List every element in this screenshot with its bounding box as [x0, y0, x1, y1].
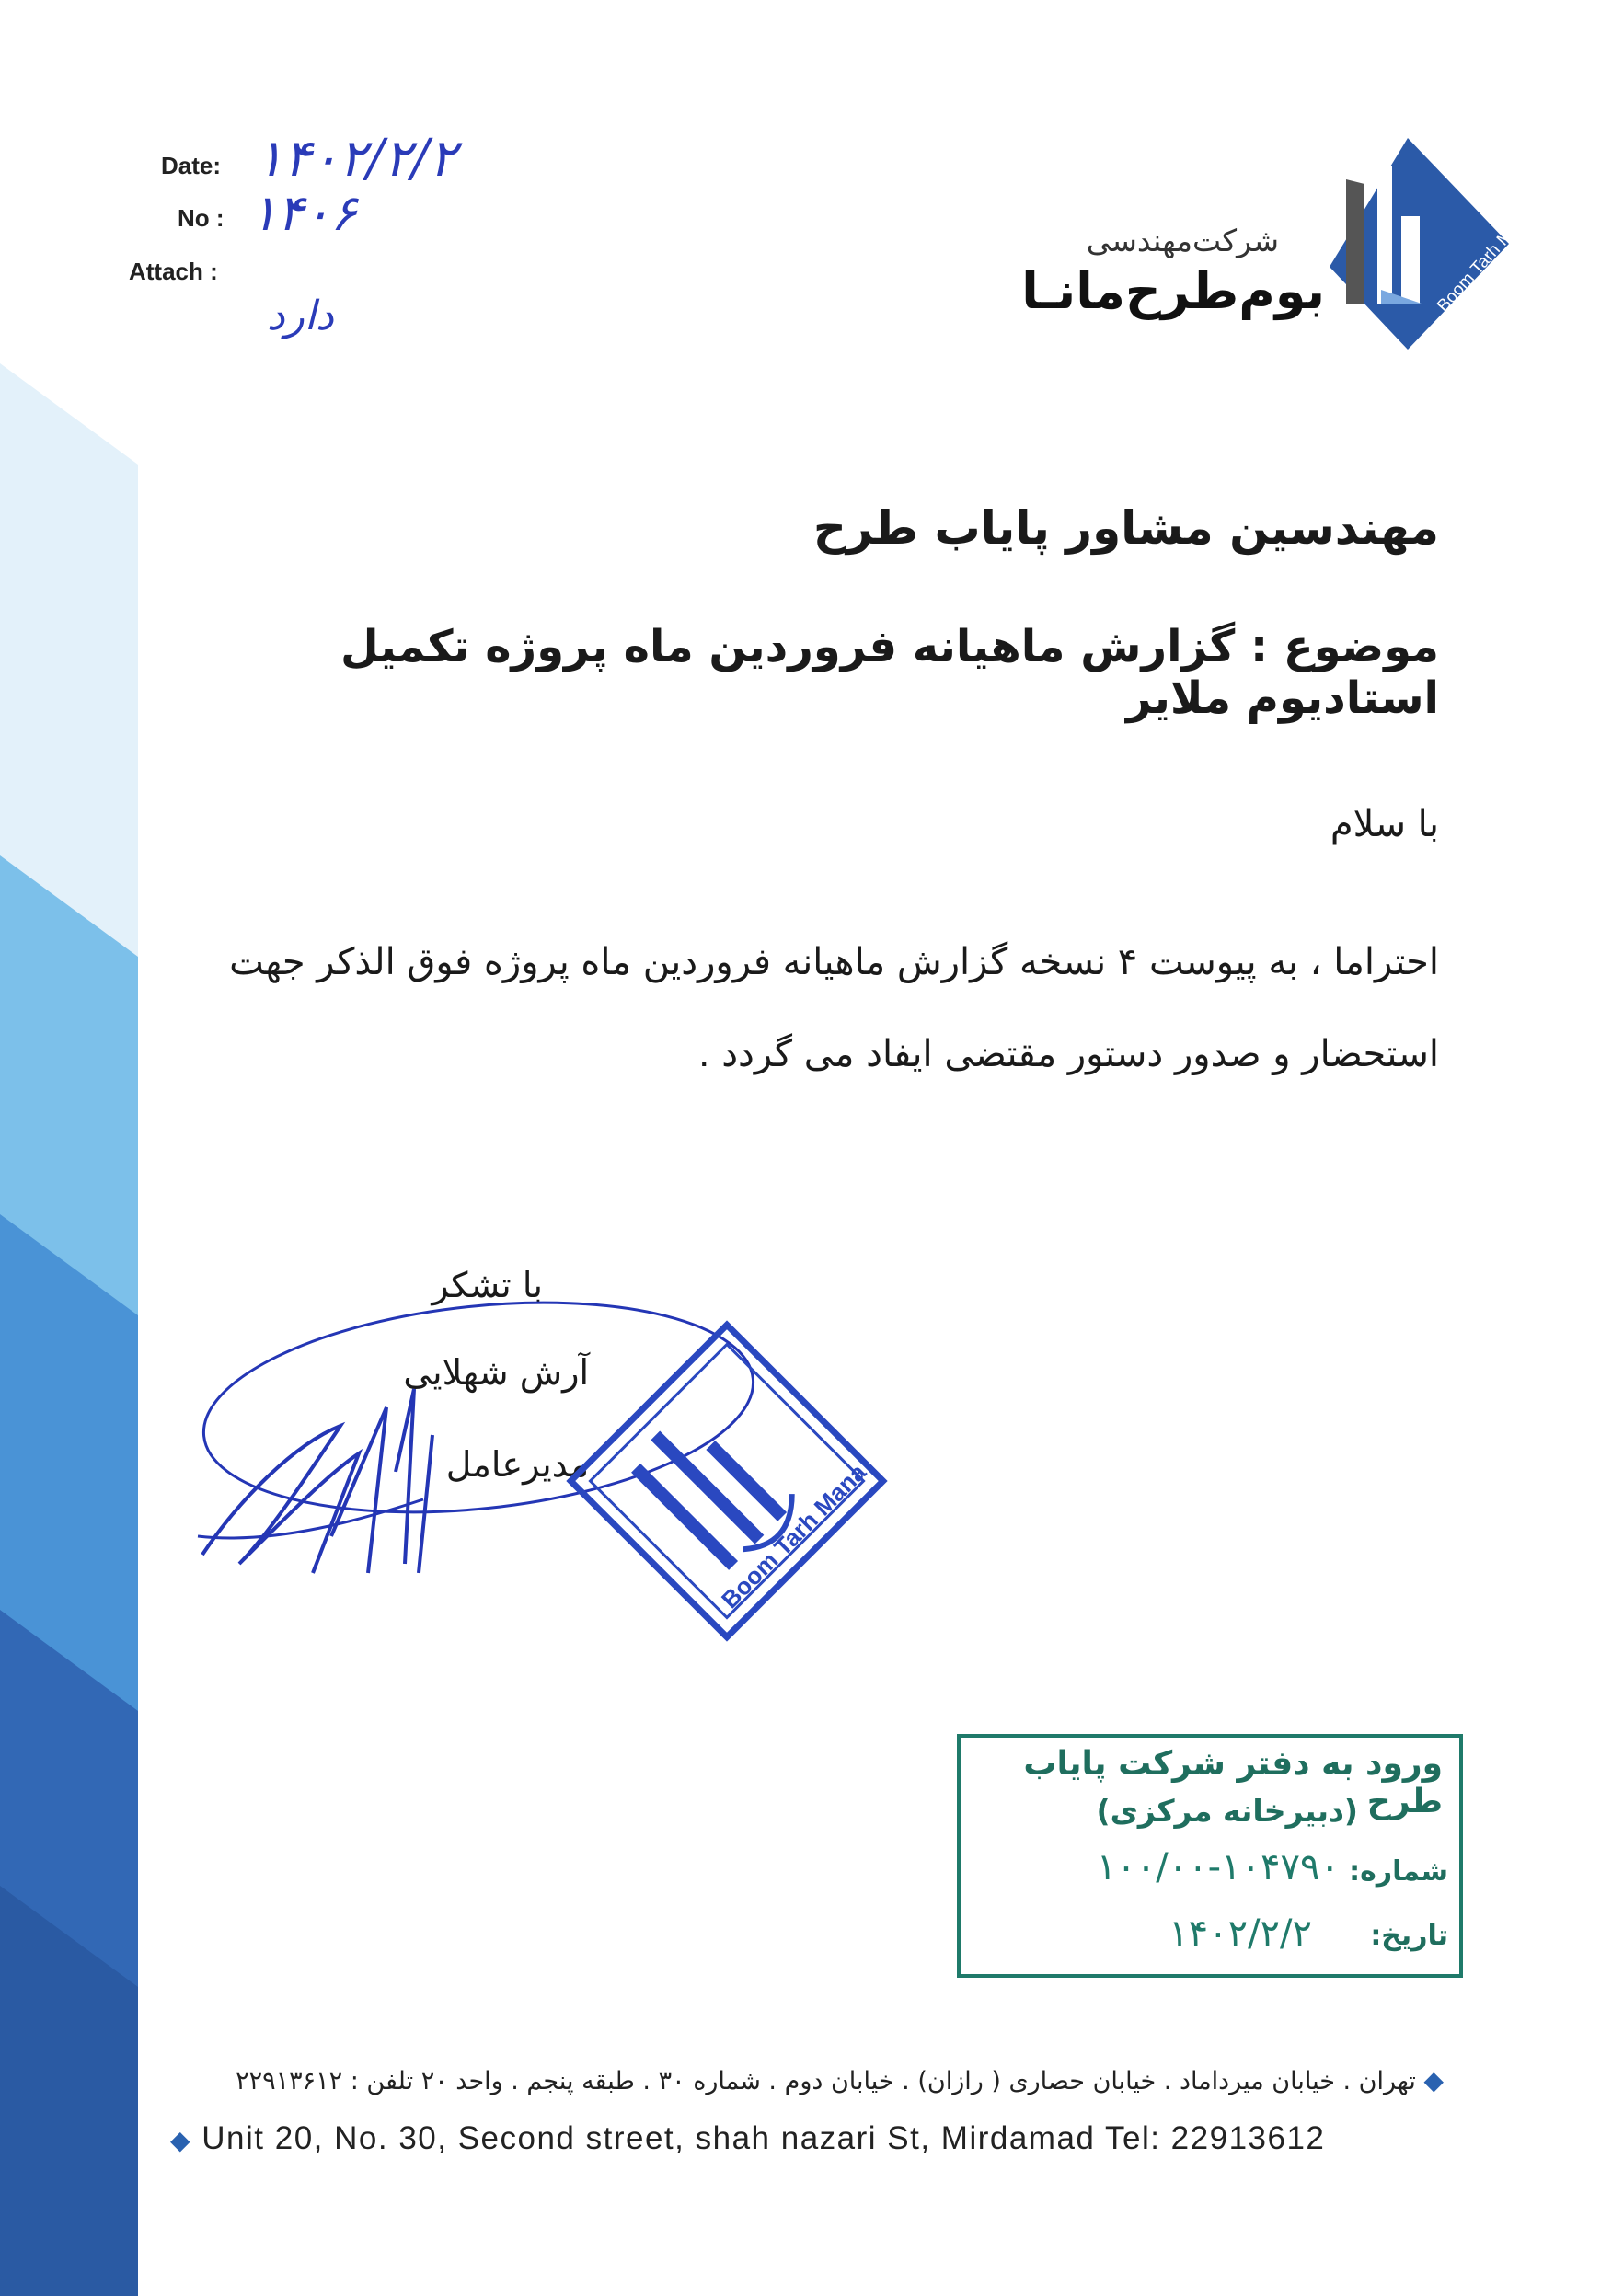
- date-handwritten-value: ۱۴۰۲/۲/۲: [256, 129, 457, 189]
- logo-badge-text: Boom Tarh Mana: [1434, 204, 1537, 316]
- stamp-number-label: شماره:: [1349, 1855, 1448, 1888]
- seal-text: Boom Tarh Mana: [716, 1458, 872, 1614]
- signature-thanks: با تشکر: [432, 1265, 543, 1305]
- number-label: No :: [178, 204, 225, 232]
- letter-body-line2: استحضار و صدور دستور مقتضی ایفاد می گردد .: [697, 1033, 1439, 1075]
- signature-name: آرش شهلایی: [403, 1352, 589, 1393]
- footer-address-en: [170, 2120, 1325, 2157]
- footer-address-fa-text: تهران . خیابان میرداماد . خیابان حصاری ( رازان) . خیابان دوم . شماره ۳۰ . طبقه پنجم . واحد ۲۰ تلفن : ۲۲۹۱۳۶۱۲: [236, 2067, 1416, 2095]
- logo-company-line2: بوم‌طرح‌مانـا: [1021, 262, 1325, 320]
- stamp-number-value: ۱۰۰/۰۰-۱۰۴۷۹۰: [1096, 1846, 1340, 1888]
- logo-mark-icon: [1293, 129, 1537, 359]
- attach-label: Attach :: [129, 258, 218, 285]
- stamp-date-value: ۱۴۰۲/۲/۲: [1169, 1912, 1312, 1955]
- letter-greeting: با سلام: [1330, 803, 1439, 845]
- footer-address-en-text: Unit 20, No. 30, Second street, shah nazari St, Mirdamad Tel: 22913612: [202, 2120, 1326, 2156]
- stamp-line2: (دبیرخانه مرکزی): [1096, 1793, 1358, 1829]
- diamond-bullet-icon: ◆: [1423, 2065, 1444, 2095]
- logo-company-line1: شرکت‌مهندسی: [1086, 223, 1279, 258]
- letter-subject: موضوع : گزارش ماهیانه فروردین ماه پروژه تکمیل استادیوم ملایر: [340, 621, 1439, 724]
- office-entry-stamp: [957, 1734, 1463, 1978]
- stamp-date-label: تاریخ:: [1370, 1920, 1448, 1952]
- company-seal-stamp: [552, 1306, 902, 1656]
- stamp-line1: ورود به دفتر شرکت پایاب طرح: [1023, 1745, 1443, 1820]
- footer-address-fa: [63, 2065, 1444, 2095]
- number-handwritten-value: ۱۴۰۶: [250, 184, 358, 242]
- diamond-bullet-icon: ◆: [170, 2126, 192, 2154]
- date-label: Date:: [161, 152, 222, 179]
- company-logo: [1293, 129, 1537, 359]
- letter-recipient: مهندسین مشاور پایاب طرح: [812, 501, 1439, 555]
- attach-handwritten-value: دارد: [267, 293, 334, 339]
- letter-body-line1: احتراما ، به پیوست ۴ نسخه گزارش ماهیانه فروردین ماه پروژه فوق الذکر جهت: [229, 941, 1439, 983]
- signature-title: مدیرعامل: [445, 1444, 589, 1485]
